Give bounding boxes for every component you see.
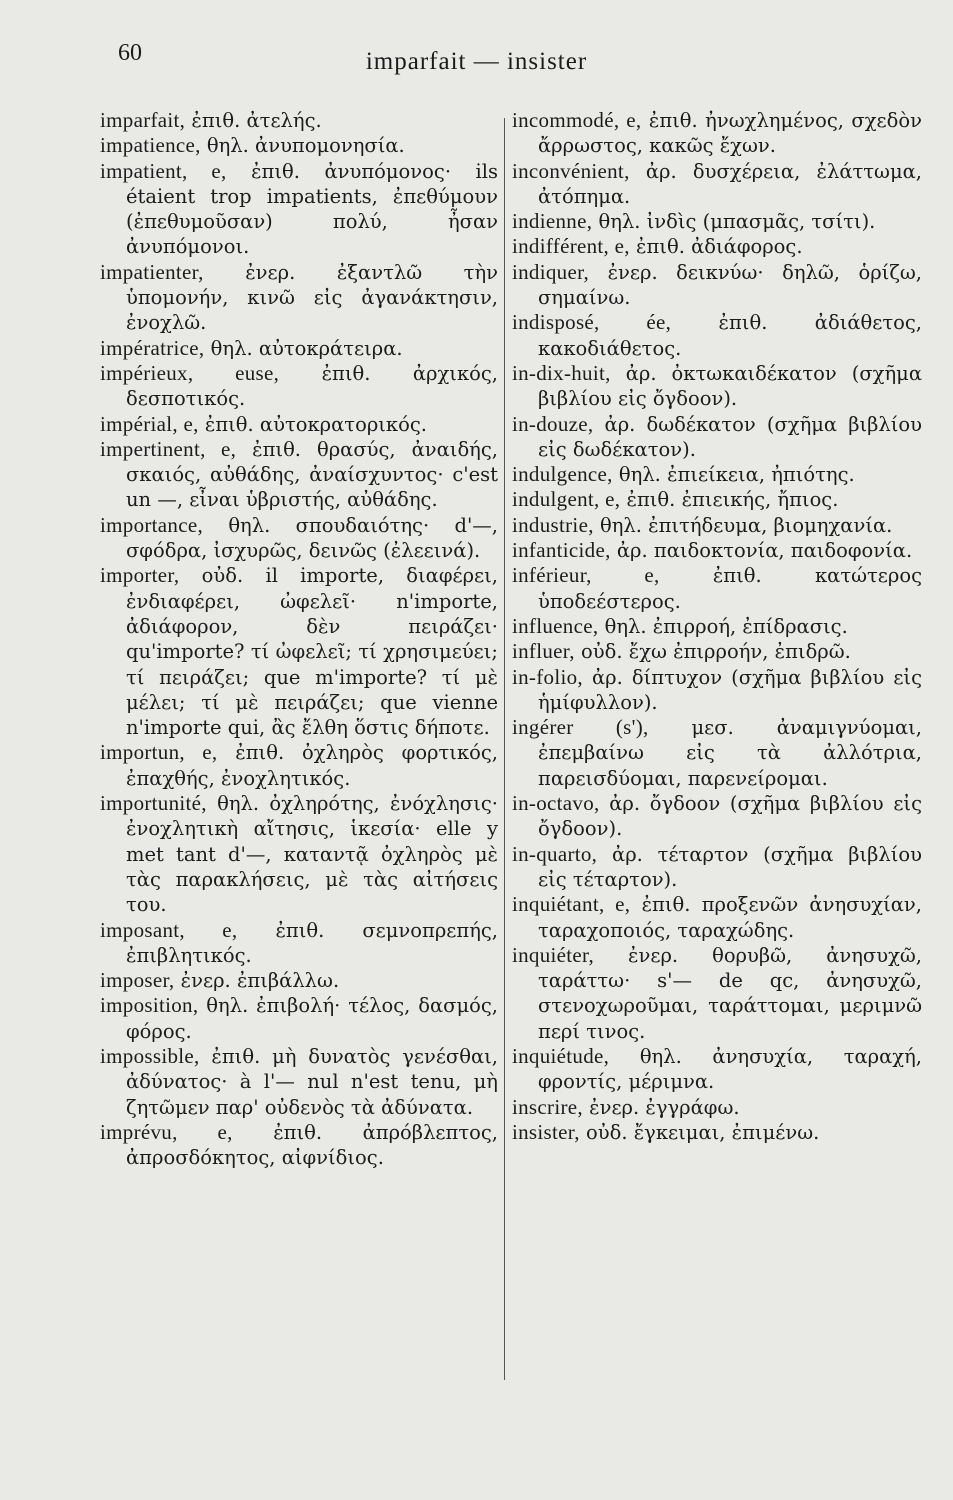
- entry-headword: indienne,: [512, 209, 593, 234]
- dictionary-entry: [100, 513, 498, 564]
- entry-definition: ἀρ. παιδοκτονία, παιδοφονία.: [616, 539, 913, 563]
- dictionary-entry: [100, 1044, 498, 1120]
- dictionary-entry: [512, 665, 922, 716]
- entry-definition: θηλ. ἰνδὶς (μπασμᾶς, τσίτι).: [598, 210, 876, 234]
- dictionary-entry: [100, 563, 498, 740]
- entry-definition: ἐνερ. ἐγγράφω.: [589, 1095, 740, 1119]
- entry-headword: inscrire,: [512, 1094, 583, 1119]
- dictionary-entry: [512, 159, 922, 210]
- dictionary-entry: [100, 108, 498, 133]
- entry-headword: importun, e,: [100, 740, 218, 765]
- entry-headword: infanticide,: [512, 538, 611, 563]
- entry-headword: impatienter,: [100, 259, 204, 284]
- entry-definition: ἐπιθ. ἀτελής.: [191, 109, 322, 132]
- entry-definition: ἐπιθ. ἀπρόβλεπτος, ἀπροσδόκητος, αἰφνίδιος.: [126, 1120, 498, 1170]
- entry-definition: θηλ. ἐπιείκεια, ἠπιότης.: [618, 463, 855, 487]
- entry-definition: οὐδ. ἔγκειμαι, ἐπιμένω.: [585, 1120, 820, 1144]
- entry-headword: inconvénient,: [512, 158, 630, 183]
- entry-headword: ingérer (s'),: [512, 715, 649, 740]
- entry-headword: influence,: [512, 613, 599, 638]
- entry-definition: ἀρ. δυσχέρεια, ἐλάττωμα, ἀτόπημα.: [538, 159, 923, 208]
- dictionary-entry: [512, 538, 922, 563]
- entry-definition: ἐπιθ. ἀνυπόμονος· ils étaient trop impatients, ἐπεθύμουν (ἐπεθυμοῦσαν) πολύ, ἦσαν ἀνυπόμονοι.: [126, 159, 498, 259]
- entry-definition: θηλ. ὀχληρότης, ἐνόχλησις· ἐνοχλητικὴ αἴτησις, ἱκεσία· elle y met tant d'—, καταντᾷ ὀχληρὸς μὲ τὰς παρακλήσεις, μὲ τὰς αἰτήσεις του.: [126, 792, 498, 917]
- dictionary-entry: [512, 943, 922, 1044]
- dictionary-entry: [512, 639, 922, 664]
- right-column: [512, 108, 922, 1145]
- entry-definition: ἐπιθ. αὐτοκρατορικός.: [204, 412, 427, 436]
- left-column: [100, 108, 498, 1170]
- entry-definition: οὐδ. il importe, διαφέρει, ἐνδιαφέρει, ὠφελεῖ· n'importe, ἀδιάφορον, δὲν πειράζει· qu'importe? τί ὠφελεῖ; τί χρησιμεύει; τί πειράζει; que m'importe? τί μὲ μέλει; τί μὲ πειράζει; que vienne n'importe qui, ἂς ἔλθη ὅστις δήποτε.: [126, 564, 498, 740]
- entry-definition: ἐνερ. ἐξαντλῶ τὴν ὑπομονήν, κινῶ εἰς ἀγανάκτησιν, ἐνοχλῶ.: [126, 260, 498, 335]
- dictionary-entry: [512, 487, 922, 512]
- entry-definition: μεσ. ἀναμιγνύομαι, ἐπεμβαίνω εἰς τὰ ἀλλότρια, παρεισδύομαι, παρενείρομαι.: [538, 716, 922, 790]
- entry-definition: θηλ. ἐπιβολή· τέλος, δασμός, φόρος.: [126, 994, 498, 1043]
- running-head: imparfait — insister: [365, 48, 588, 75]
- column-divider: [504, 118, 505, 1380]
- entry-headword: indulgent, e,: [512, 487, 621, 512]
- entry-headword: indifférent, e,: [512, 234, 630, 259]
- dictionary-entry: [100, 361, 498, 412]
- entry-headword: impossible,: [100, 1043, 200, 1068]
- entry-definition: ἐπιθ. κατώτερος ὑποδεέστερος.: [538, 564, 923, 613]
- entry-headword: inquiétant, e,: [512, 892, 631, 917]
- dictionary-entry: [100, 133, 498, 158]
- entry-headword: in-quarto,: [512, 841, 598, 866]
- dictionary-entry: [100, 993, 498, 1044]
- entry-definition: θηλ. ἀνησυχία, ταραχή, φροντίς, μέριμνα.: [538, 1044, 922, 1094]
- entry-headword: impérial, e,: [100, 411, 199, 436]
- entry-headword: imprévu, e,: [100, 1119, 233, 1144]
- entry-headword: imposition,: [100, 993, 199, 1018]
- entry-definition: θηλ. αὐτοκράτειρα.: [210, 336, 403, 360]
- dictionary-entry: [512, 563, 922, 614]
- dictionary-entry: [512, 361, 922, 412]
- entry-headword: insister,: [512, 1119, 580, 1144]
- dictionary-entry: [100, 740, 498, 791]
- entry-definition: ἐνερ. ἐπιβάλλω.: [180, 969, 340, 993]
- dictionary-entry: [100, 437, 498, 513]
- dictionary-entry: [100, 412, 498, 437]
- entry-definition: ἀρ. ὄγδοον (σχῆμα βιβλίου εἰς ὄγδοον).: [538, 792, 922, 841]
- entry-definition: ἐπιθ. σεμνοπρεπής, ἐπιβλητικός.: [126, 918, 499, 967]
- dictionary-entry: [100, 791, 498, 917]
- dictionary-entry: [512, 108, 922, 159]
- entry-definition: ἐνερ. δεικνύω· δηλῶ, ὁρίζω, σημαίνω.: [538, 260, 922, 310]
- dictionary-entry: [100, 260, 498, 336]
- dictionary-entry: [512, 234, 922, 259]
- entry-headword: in-octavo,: [512, 791, 600, 816]
- entry-headword: importunité,: [100, 791, 207, 816]
- entry-headword: imposer,: [100, 968, 175, 993]
- dictionary-entry: [512, 892, 922, 943]
- entry-headword: in-douze,: [512, 411, 594, 436]
- entry-definition: ἐπιθ. θρασύς, ἀναιδής, σκαιός, αὐθάδης, ἀναίσχυντος· c'est un —, εἶναι ὑβριστής, αὐθάδης.: [126, 437, 498, 512]
- dictionary-entry: [100, 968, 498, 993]
- entry-headword: imparfait,: [100, 108, 186, 132]
- dictionary-entry: [512, 715, 922, 791]
- entry-definition: ἀρ. δωδέκατον (σχῆμα βιβλίου εἰς δωδέκατον).: [538, 412, 922, 461]
- entry-definition: ἐπιθ. προξενῶν ἀνησυχίαν, ταραχοποιός, ταραχώδης.: [538, 893, 922, 942]
- entry-headword: in-folio,: [512, 664, 583, 689]
- entry-headword: impérieux, euse,: [100, 360, 280, 385]
- entry-headword: imposant, e,: [100, 917, 238, 942]
- entry-definition: θηλ. ἐπιρροή, ἐπίδρασις.: [604, 614, 848, 638]
- dictionary-entry: [100, 336, 498, 361]
- entry-definition: ἀρ. τέταρτον (σχῆμα βιβλίου εἰς τέταρτον).: [538, 842, 922, 891]
- entry-headword: incommodé, e,: [512, 108, 642, 132]
- dictionary-entry: [512, 310, 922, 361]
- entry-definition: ἀρ. δίπτυχον (σχῆμα βιβλίου εἰς ἡμίφυλλον).: [538, 665, 922, 714]
- entry-definition: ἐπιθ. ὀχληρὸς φορτικός, ἐπαχθής, ἐνοχλητικός.: [126, 741, 499, 790]
- dictionary-entry: [512, 513, 922, 538]
- entry-headword: impératrice,: [100, 335, 205, 360]
- dictionary-entry: [512, 1095, 922, 1120]
- entry-definition: ἐπιθ. ἐπιεικής, ἤπιος.: [626, 488, 839, 512]
- entry-definition: θηλ. σπουδαιότης· d'—, σφόδρα, ἰσχυρῶς, δεινῶς (ἐλεεινά).: [126, 513, 499, 563]
- entry-definition: ἐπιθ. ἠνωχλημένος, σχεδὸν ἄρρωστος, κακῶς ἔχων.: [538, 109, 922, 158]
- dictionary-entry: [512, 842, 922, 893]
- dictionary-entry: [512, 209, 922, 234]
- entry-definition: ἐπιθ. ἀδιάθετος, κακοδιάθετος.: [538, 311, 922, 360]
- entry-definition: θηλ. ἐπιτήδευμα, βιομηχανία.: [599, 513, 893, 537]
- entry-headword: indulgence,: [512, 462, 613, 487]
- entry-headword: influer,: [512, 639, 575, 664]
- dictionary-entry: [100, 1120, 498, 1171]
- dictionary-entry: [100, 159, 498, 260]
- dictionary-entry: [100, 918, 498, 969]
- entry-headword: inférieur, e,: [512, 563, 660, 588]
- entry-headword: indisposé, ée,: [512, 310, 672, 335]
- entry-definition: ἐνερ. θορυβῶ, ἀνησυχῶ, ταράττω· s'— de qc, ἀνησυχῶ, στενοχωροῦμαι, ταράττομαι, μεριμνῶ περί τινος.: [538, 943, 922, 1043]
- dictionary-entry: [512, 1044, 922, 1095]
- entry-headword: inquiétude,: [512, 1043, 610, 1068]
- entry-definition: ἐπιθ. ἀρχικός, δεσποτικός.: [126, 361, 498, 411]
- entry-headword: impatience,: [100, 133, 201, 158]
- page-number: 60: [118, 40, 142, 66]
- entry-headword: importer,: [100, 563, 180, 588]
- entry-definition: θηλ. ἀνυπομονησία.: [206, 134, 405, 158]
- dictionary-entry: [512, 462, 922, 487]
- entry-definition: ἐπιθ. μὴ δυνατὸς γενέσθαι, ἀδύνατος· à l'— nul n'est tenu, μὴ ζητῶμεν παρ' οὐδενὸς τὰ ἀδύνατα.: [126, 1044, 498, 1119]
- entry-headword: impertinent, e,: [100, 436, 237, 461]
- dictionary-entry: [512, 260, 922, 311]
- dictionary-entry: [512, 614, 922, 639]
- dictionary-entry: [512, 1120, 922, 1145]
- entry-headword: industrie,: [512, 512, 594, 537]
- entry-definition: ἀρ. ὀκτωκαιδέκατον (σχῆμα βιβλίου εἰς ὄγδοον).: [538, 361, 923, 411]
- dictionary-entry: [512, 412, 922, 463]
- entry-headword: importance,: [100, 512, 204, 537]
- entry-definition: οὐδ. ἔχω ἐπιρροήν, ἐπιδρῶ.: [581, 640, 851, 664]
- entry-headword: impatient, e,: [100, 158, 227, 183]
- dictionary-entry: [512, 791, 922, 842]
- entry-definition: ἐπιθ. ἀδιάφορος.: [636, 235, 803, 259]
- entry-headword: indiquer,: [512, 259, 590, 284]
- entry-headword: in-dix-huit,: [512, 360, 611, 385]
- entry-headword: inquiéter,: [512, 942, 595, 967]
